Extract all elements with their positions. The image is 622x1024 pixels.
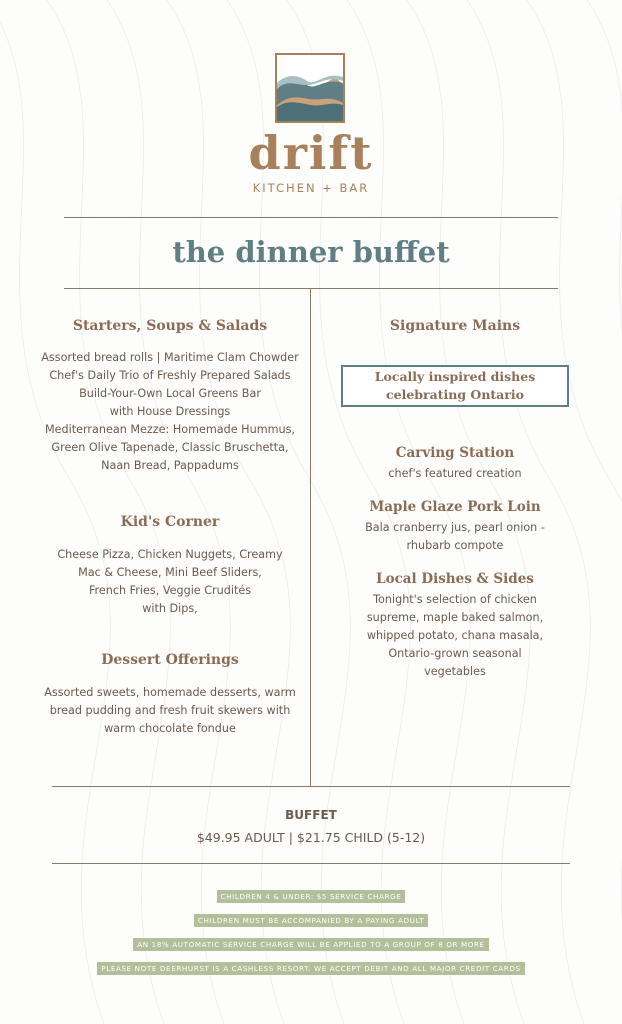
section-kids-corner: [36, 512, 304, 618]
dish-description: [340, 591, 570, 681]
policy-note: AN 18% AUTOMATIC SERVICE CHARGE WILL BE APPLIED TO A GROUP OF 8 OR MORE: [133, 938, 489, 951]
menu-line: Green Olive Tapenade, Classic Bruschetta,: [51, 441, 289, 454]
dish-heading: Local Dishes & Sides: [376, 571, 534, 587]
buffet-label: BUFFET: [285, 808, 337, 822]
menu-line: warm chocolate fondue: [104, 722, 236, 735]
menu-line: bread pudding and fresh fruit skewers with: [49, 704, 291, 717]
section-items: [36, 349, 304, 475]
menu-line: Assorted sweets, homemade desserts, warm: [44, 686, 296, 699]
callout-line: Locally inspired dishes: [374, 369, 536, 384]
section-heading: Starters, Soups & Salads: [72, 318, 268, 334]
section-signature-mains: [340, 316, 570, 336]
menu-line: Mediterranean Mezze: Homemade Hummus,: [45, 423, 295, 436]
menu-line: supreme, maple baked salmon,: [366, 611, 544, 624]
menu-line: vegetables: [424, 665, 486, 678]
menu-line: Ontario-grown seasonal: [388, 647, 522, 660]
menu-line: with Dips,: [142, 602, 198, 615]
menu-line: Mac & Cheese, Mini Beef Sliders,: [78, 566, 262, 579]
waves-logo-icon: [275, 53, 345, 123]
brand-tagline: KITCHEN + BAR: [252, 181, 370, 195]
dish-description: [340, 465, 570, 483]
column-divider: [310, 288, 311, 786]
buffet-price: $49.95 ADULT | $21.75 CHILD (5-12): [196, 830, 426, 845]
menu-line: French Fries, Veggie Crudités: [88, 584, 252, 597]
divider-top: [64, 217, 558, 218]
section-carving-station: [340, 443, 570, 483]
callout-box: [341, 365, 569, 407]
menu-line: Chef's Daily Trio of Freshly Prepared Salads: [49, 369, 291, 382]
divider-bottom: [52, 786, 570, 787]
menu-line: whipped potato, chana masala,: [366, 629, 544, 642]
callout-line: celebrating Ontario: [386, 387, 524, 402]
section-items: [36, 546, 304, 618]
policy-note: PLEASE NOTE DEERHURST IS A CASHLESS RESORT. WE ACCEPT DEBIT AND ALL MAJOR CREDIT CARDS: [97, 962, 524, 975]
menu-line: Assorted bread rolls | Maritime Clam Chowder: [41, 351, 299, 364]
divider-title: [64, 288, 558, 289]
section-heading: Dessert Offerings: [101, 652, 239, 668]
section-pork-loin: [340, 497, 570, 555]
menu-line: Tonight's selection of chicken: [373, 593, 537, 606]
menu-line: rhubarb compote: [406, 539, 504, 552]
page-title: the dinner buffet: [172, 235, 450, 269]
section-items: [36, 684, 304, 738]
policy-note: CHILDREN MUST BE ACCOMPANIED BY A PAYING ADULT: [194, 914, 428, 927]
section-desserts: [36, 650, 304, 738]
brand-name: drift: [248, 126, 374, 180]
menu-line: with House Dressings: [109, 405, 231, 418]
dish-description: [340, 519, 570, 555]
policy-notes: [0, 884, 622, 980]
menu-line: Cheese Pizza, Chicken Nuggets, Creamy: [57, 548, 283, 561]
policy-note: CHILDREN 4 & UNDER: $5 SERVICE CHARGE: [217, 890, 406, 903]
menu-line: Build-Your-Own Local Greens Bar: [79, 387, 261, 400]
section-starters: [36, 316, 304, 475]
section-heading: Signature Mains: [389, 318, 521, 334]
section-local-dishes: [340, 569, 570, 681]
menu-line: Bala cranberry jus, pearl onion -: [365, 521, 545, 534]
menu-line: chef's featured creation: [388, 467, 522, 480]
dish-heading: Carving Station: [395, 445, 515, 461]
divider-price: [52, 863, 570, 864]
menu-line: Naan Bread, Pappadums: [101, 459, 239, 472]
dish-heading: Maple Glaze Pork Loin: [369, 499, 541, 515]
section-heading: Kid's Corner: [120, 514, 220, 530]
